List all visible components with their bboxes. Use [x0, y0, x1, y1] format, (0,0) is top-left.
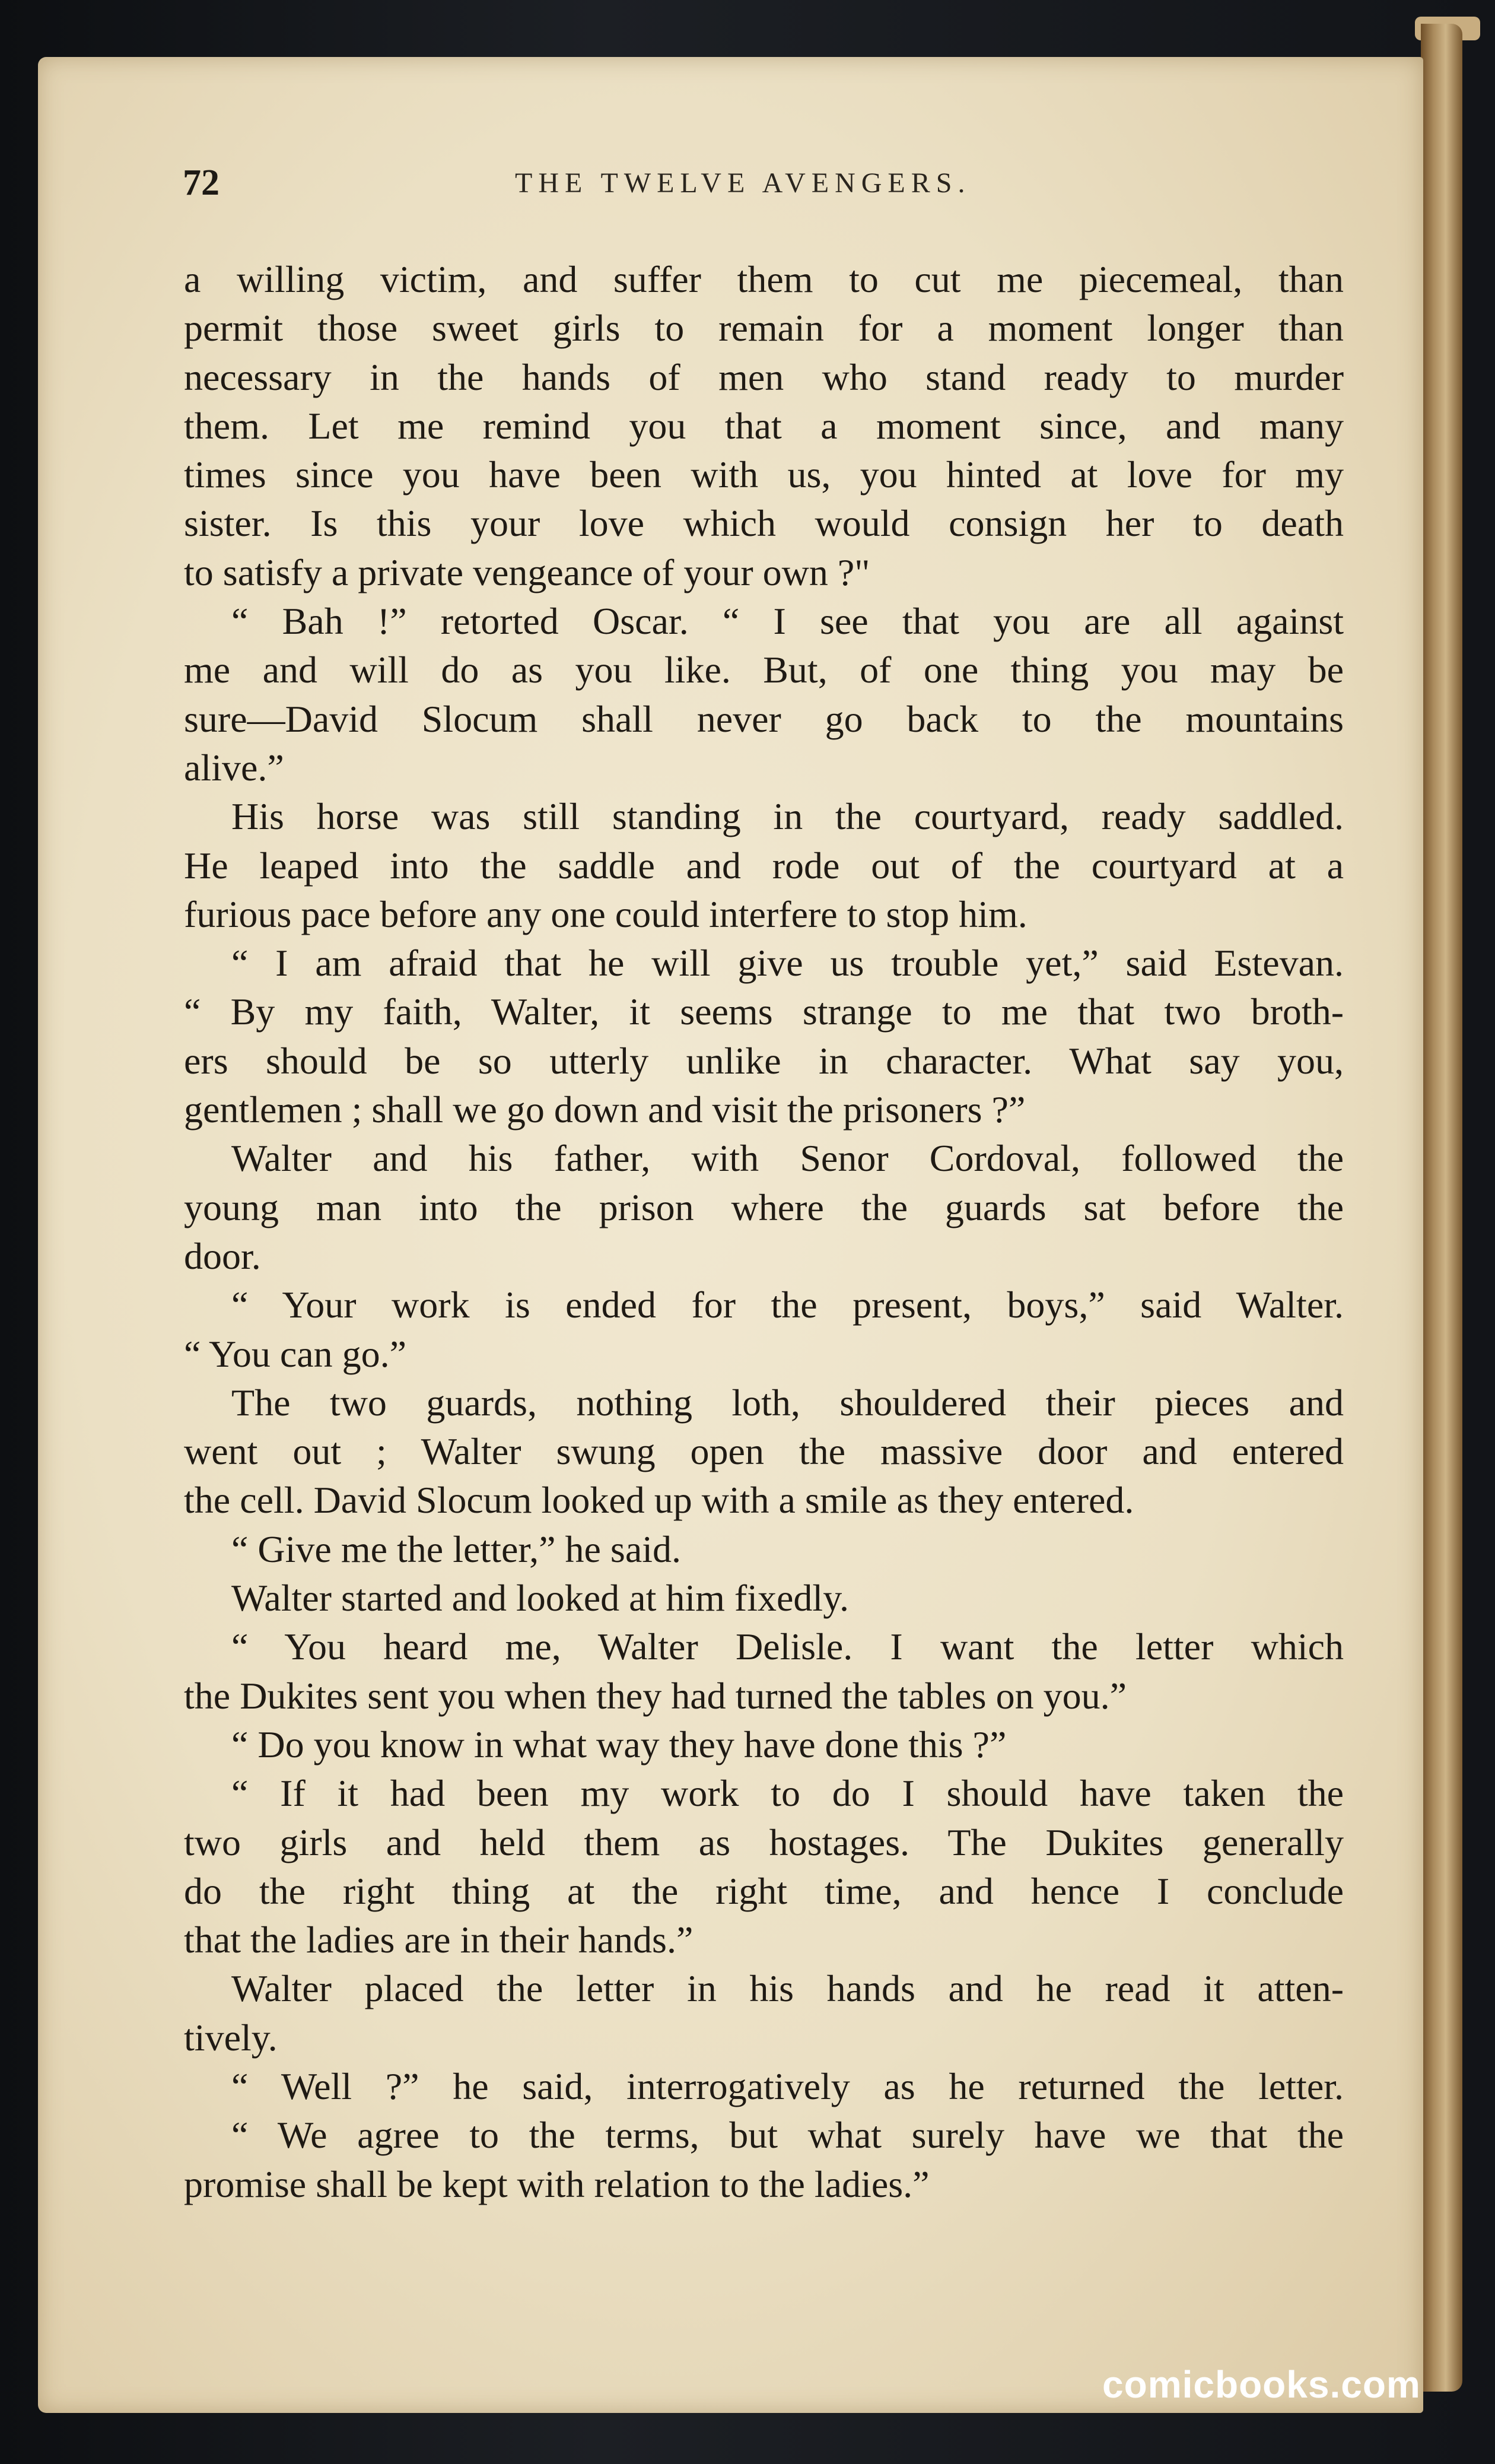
book-page-edges	[1421, 24, 1462, 2392]
text-line: gentlemen ; shall we go down and visit the prisoners ?”	[184, 1088, 1026, 1131]
text-line: “ We agree to the terms, but what surely have we that the	[231, 2114, 1344, 2157]
text-line: Walter started and looked at him fixedly.	[231, 1577, 850, 1620]
text-line: promise shall be kept with relation to the ladies.”	[184, 2163, 930, 2205]
text-line: tively.	[184, 2016, 278, 2059]
text-line: He leaped into the saddle and rode out of the courtyard at a	[184, 844, 1344, 887]
text-line: young man into the prison where the guards sat before the	[184, 1186, 1344, 1228]
page-number: 72	[183, 163, 220, 203]
text-line: “ You can go.”	[184, 1332, 407, 1375]
text-line: sure—David Slocum shall never go back to the mountains	[184, 697, 1344, 740]
text-line: “ Well ?” he said, interrogatively as he returned the letter.	[231, 2065, 1344, 2107]
text-line: door.	[184, 1234, 261, 1277]
text-line: two girls and held them as hostages. The Dukites generally	[184, 1821, 1344, 1863]
text-line: furious pace before any one could interfere to stop him.	[184, 893, 1028, 935]
text-line: “ Give me the letter,” he said.	[231, 1528, 681, 1570]
text-line: Walter and his father, with Senor Cordoval, followed the	[231, 1137, 1344, 1180]
text-line: ers should be so utterly unlike in character. What say you,	[184, 1039, 1344, 1082]
text-line: necessary in the hands of men who stand ready to murder	[184, 355, 1344, 398]
body-text	[184, 255, 1344, 2209]
text-line: His horse was still standing in the courtyard, ready saddled.	[231, 795, 1344, 838]
book-title: THE TWELVE AVENGERS.	[515, 167, 971, 199]
text-line: “ Do you know in what way they have done this ?”	[231, 1723, 1007, 1766]
text-line: “ I am afraid that he will give us trouble yet,” said Estevan.	[231, 942, 1344, 985]
text-line: permit those sweet girls to remain for a moment longer than	[184, 307, 1344, 350]
running-head	[183, 159, 1346, 207]
text-line: The two guards, nothing loth, shouldered their pieces and	[231, 1381, 1344, 1424]
text-line: “ Your work is ended for the present, boys,” said Walter.	[231, 1284, 1344, 1326]
text-line: “ Bah !” retorted Oscar. “ I see that you are all against	[231, 600, 1344, 643]
text-line: “ If it had been my work to do I should have taken the	[231, 1772, 1344, 1815]
text-line: times since you have been with us, you hinted at love for my	[184, 453, 1344, 496]
text-line: alive.”	[184, 746, 284, 789]
text-line: Walter placed the letter in his hands and he read it atten-	[231, 1967, 1344, 2010]
text-line: sister. Is this your love which would consign her to death	[184, 502, 1344, 545]
text-line: a willing victim, and suffer them to cut me piecemeal, than	[184, 258, 1344, 300]
text-line: the Dukites sent you when they had turned the tables on you.”	[184, 1674, 1127, 1717]
text-line: “ By my faith, Walter, it seems strange to me that two broth-	[184, 990, 1344, 1033]
text-line: “ You heard me, Walter Delisle. I want the letter which	[231, 1625, 1344, 1668]
text-line: went out ; Walter swung open the massive door and entered	[184, 1430, 1344, 1473]
text-line: to satisfy a private vengeance of your own ?"	[184, 551, 870, 593]
site-watermark: comicbooks.com	[1102, 2363, 1421, 2406]
text-line: them. Let me remind you that a moment since, and many	[184, 404, 1344, 447]
text-line: do the right thing at the right time, and hence I conclude	[184, 1869, 1344, 1912]
text-line: me and will do as you like. But, of one thing you may be	[184, 649, 1344, 691]
text-line: the cell. David Slocum looked up with a smile as they entered.	[184, 1479, 1134, 1522]
text-line: that the ladies are in their hands.”	[184, 1919, 694, 1961]
